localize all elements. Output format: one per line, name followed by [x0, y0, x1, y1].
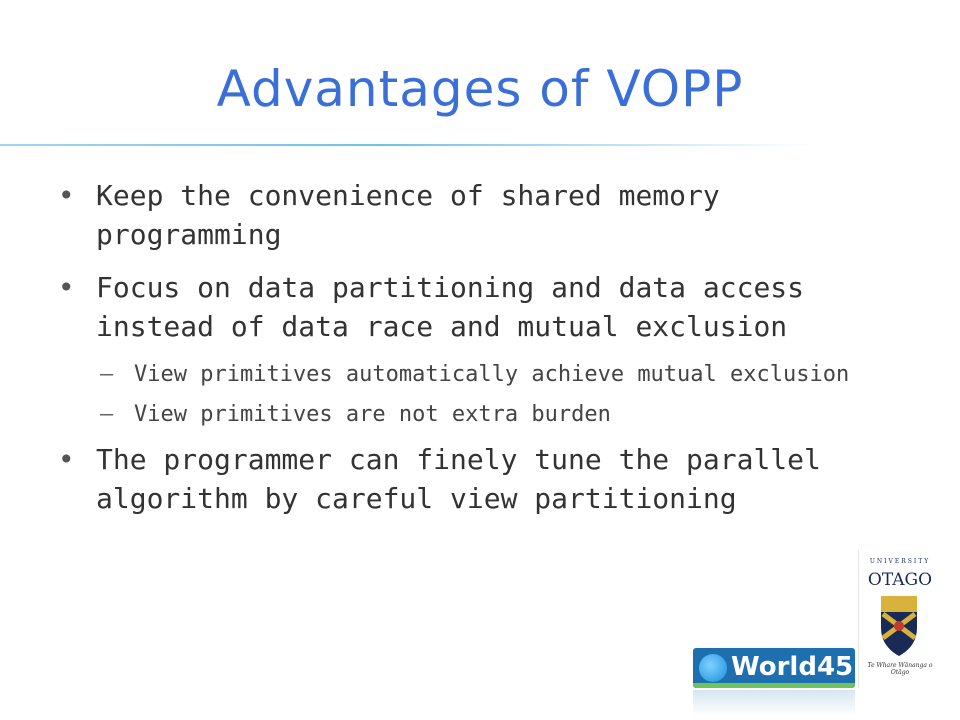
bullet-item [58, 176, 858, 254]
sub-bullet-text: View primitives automatically achieve mutual exclusion [134, 362, 850, 387]
bullet-text: The programmer can finely tune the parallel algorithm by careful view partitioning [96, 443, 821, 515]
slide-title: Advantages of VOPP [216, 60, 744, 118]
bullet-item [58, 440, 858, 518]
sub-bullet-item [58, 400, 858, 430]
bullet-marker: • [58, 443, 75, 476]
university-logo [858, 550, 939, 688]
world45-text: World45 [731, 652, 854, 682]
bullet-list [58, 176, 858, 532]
sub-bullet-marker: – [100, 402, 114, 427]
university-name: OTAGO [867, 570, 933, 590]
bullet-marker: • [58, 179, 75, 212]
bullet-text: Keep the convenience of shared memory programming [96, 179, 720, 251]
bullet-text: Focus on data partitioning and data access instead of data race and mutual exclusion [96, 271, 805, 343]
crest-shield-icon [879, 594, 919, 660]
sub-bullet-marker: – [100, 362, 114, 387]
world45-logo [693, 648, 855, 688]
globe-icon [699, 654, 727, 682]
sub-bullet-text: View primitives are not extra burden [134, 402, 611, 427]
university-line: UNIVERSITY [869, 558, 931, 565]
world45-stripe [693, 683, 855, 688]
world45-reflection [693, 690, 855, 716]
university-motto: Te Whare Wānanga o Otāgo [867, 662, 933, 676]
bullet-marker: • [58, 271, 75, 304]
sub-bullet-item [58, 360, 858, 390]
bullet-item [58, 268, 858, 346]
title-divider [0, 144, 960, 146]
